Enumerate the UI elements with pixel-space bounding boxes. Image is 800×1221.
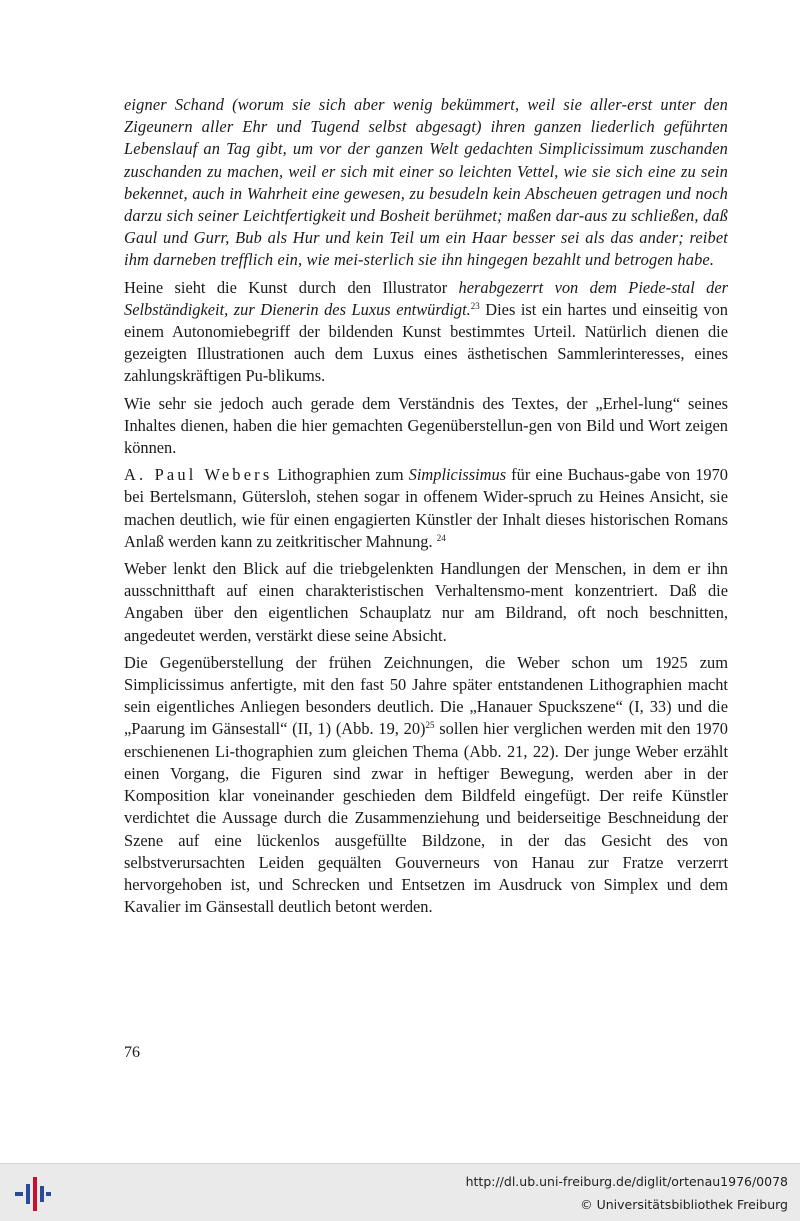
- footnote-ref: 23: [470, 300, 480, 311]
- paragraph-weber-blick: Weber lenkt den Blick auf die triebgelenkten Handlungen der Menschen, in dem er ihn ausschnitthaft auf einen charakteristischen Verhaltensmo-ment konzentriert. Daß die Angaben über den eigentlichen Schauplatz nur am Bildrand, oft noch beschnitten, angedeutet werden, verstärkt diese seine Absicht.: [124, 559, 728, 645]
- quote-line: Haar besser sei als das ander; reibet ihm darneben trefflich ein, wie mei-: [124, 228, 728, 270]
- page-number: 76: [124, 1044, 140, 1061]
- text-run: sollen hier verglichen werden mit den 1970 erschienenen Li-thographien zum gleichen Thema (Abb. 21, 22). Der junge Weber erzählt einen Vorgang, die Figuren sind zwar in heftiger Bewegung, werden aber in der Komposition klar voneinander geschieden dem Bildfeld eingefügt. Der reife Künstler verdichtet die Aussage durch die Zusammenziehung und beiderseitige Beschneidung der Szene auf eine lückenlos ausgefüllte Bildzone, in der das Gesicht des von selbstverursachten Leiden gequälten Gouverneurs von Hanau zur Fratze verzerrt hervorgehoben ist, und Schrecken und Entsetzen im Ausdruck von Simplex und dem Kavalier im Gänsestall deutlich betont werden.: [124, 719, 728, 917]
- permalink-url[interactable]: http://dl.ub.uni-freiburg.de/diglit/ortenau1976/0078: [465, 1174, 788, 1189]
- text-run: Dies ist ein hartes und einseitig von einem Autonomiebegriff der bildenden Kunst bestimmtes Urteil. Natürlich dienen die gezeigten Illustrationen auch dem Luxus eines ästhetischen Sammlerinteresses, eines zahlungskräftigen Pu-blikums.: [124, 299, 728, 386]
- block-quote: [124, 94, 728, 272]
- page-text: [124, 94, 728, 923]
- viewer-footer-bar: [0, 1163, 800, 1221]
- italic-quote: herabgezerrt von dem Piede-stal der Selbständigkeit, zur Dienerin des Luxus entwürdigt.: [124, 277, 728, 319]
- text-run: für eine Buchaus-gabe von 1970 bei Bertelsmann, Gütersloh, stehen sogar in offenem Wider-spruch zu Heines Ansicht, sie machen deutlich, wie für einen engagierten Künstler der Inhalt dieses historischen Romans Anlaß werden kann zu zeitkritischer Mahnung.: [124, 465, 728, 551]
- artist-name: A. Paul Webers: [124, 465, 273, 485]
- ub-freiburg-logo-icon: [12, 1173, 52, 1213]
- quote-line: eigner Schand (worum sie sich aber wenig bekümmert, weil sie aller-: [124, 95, 628, 114]
- quote-line: Welt gedachten Simplicissimum zuschanden zuschanden zu machen, weil: [124, 139, 728, 181]
- quote-line: ganzen liederlich geführten Lebenslauf an Tag gibt, um vor der ganzen: [124, 117, 729, 159]
- paragraph-verstaendnis: Wie sehr sie jedoch auch gerade dem Verständnis des Textes, der „Erhel-lung“ seines Inhaltes dienen, haben die hier gemachten Gegenüberstellun-gen von Bild und Wort zeigen können.: [124, 393, 728, 458]
- text-run: Die Gegenüberstellung der frühen Zeichnungen, die Weber schon um 1925 zum Simplicissimus anfertigte, mit den fast 50 Jahre später entstandenen Lithographien macht sein eigentliches Anliegen besonders deutlich. Die „Hanauer Spuckszene“ (I, 33) und die „Paarung im Gänsestall“ (II, 1) (Abb. 19, 20): [124, 652, 728, 739]
- paragraph-gegenueberstellung: [124, 652, 728, 918]
- quote-line: sterlich sie ihn hingegen bezahlt und betrogen habe.: [363, 250, 715, 270]
- copyright-notice: © Universitätsbibliothek Freiburg: [580, 1197, 788, 1212]
- text-run: Heine sieht die Kunst durch den Illustrator: [124, 277, 459, 297]
- paragraph-weber-litho: [124, 464, 728, 553]
- text-run: Lithographien zum: [272, 465, 409, 485]
- footnote-ref: 25: [425, 720, 435, 731]
- paragraph-heine: [124, 277, 728, 388]
- book-title: Simplicissimus: [408, 465, 507, 485]
- quote-line: er sich mit einer so leichten Vettel, wie sie sich eine zu sein bekennet,: [124, 161, 728, 203]
- quote-line: erst unter den Zigeunern aller Ehr und Tugend selbst abgesagt) ihren: [124, 95, 728, 137]
- quote-line: auch in Wahrheit eine gewesen, zu besudeln kein Abscheuen getragen und: [192, 183, 696, 203]
- footnote-ref: 24: [436, 532, 446, 543]
- quote-line: noch darzu sich seiner Leichtfertigkeit und Bosheit berühmet; maßen dar-: [124, 183, 728, 226]
- quote-line: aus zu schließen, daß Gaul und Gurr, Bub als Hur und kein Teil um ein: [124, 206, 728, 248]
